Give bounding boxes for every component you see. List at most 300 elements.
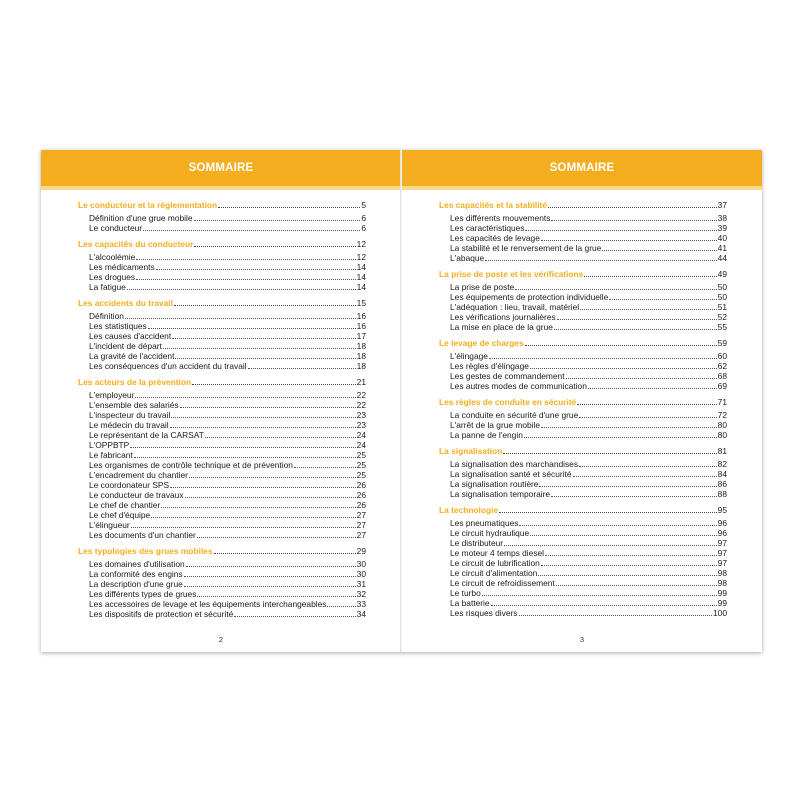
toc-entry-label: La conduite en sécurité d'une grue <box>450 410 579 420</box>
toc-entry-page: 25 <box>356 470 366 480</box>
section-heading <box>78 546 366 556</box>
section-heading-label: Le conducteur et la réglementation <box>78 200 218 210</box>
dot-leader <box>205 430 356 438</box>
toc-entry <box>439 253 727 263</box>
dot-leader <box>156 262 356 270</box>
toc-entry-label: Le distributeur <box>450 538 504 548</box>
toc-entry-label: La description d'une grue <box>89 579 183 589</box>
toc-entry <box>78 331 366 341</box>
toc-entry <box>439 302 727 312</box>
dot-leader <box>135 390 355 398</box>
toc-entry <box>439 558 727 568</box>
toc-entry-label: La signalisation des marchandises <box>450 459 579 469</box>
toc-entry-label: Les risques divers <box>450 608 518 618</box>
toc-entry <box>78 609 366 619</box>
toc-entry-label: Les drogues <box>89 272 136 282</box>
section-heading-page: 71 <box>717 397 727 407</box>
toc-entry <box>78 599 366 609</box>
toc-entry <box>439 410 727 420</box>
toc-entry-label: La prise de poste <box>450 282 515 292</box>
toc-entry <box>78 579 366 589</box>
toc-entry-page: 6 <box>361 213 366 223</box>
toc-entry <box>78 480 366 490</box>
toc-entry <box>439 518 727 528</box>
dot-leader <box>218 200 360 208</box>
toc-entry-label: La stabilité et le renversement de la grue <box>450 243 602 253</box>
toc-entry <box>78 213 366 223</box>
toc-entry-page: 51 <box>717 302 727 312</box>
toc-entry-page: 18 <box>356 351 366 361</box>
toc-entry-label: L'arrêt de la grue mobile <box>450 420 541 430</box>
toc-entry-page: 17 <box>356 331 366 341</box>
dot-leader <box>602 243 716 251</box>
toc-entry-page: 34 <box>356 609 366 619</box>
toc-entry-page: 18 <box>356 361 366 371</box>
dot-leader <box>485 253 716 261</box>
toc-entry-label: L'alcoolémie <box>89 252 136 262</box>
toc-entry <box>78 530 366 540</box>
toc-entry-label: Les accessoires de levage et les équipements interchangeables <box>89 599 327 609</box>
section-heading <box>439 397 727 407</box>
toc-entry-label: Les médicaments <box>89 262 155 272</box>
toc-entry-label: L'OPPBTP <box>89 440 130 450</box>
toc-entry-page: 86 <box>717 479 727 489</box>
toc-entry-page: 82 <box>717 459 727 469</box>
toc-entry <box>439 459 727 469</box>
dot-leader <box>148 321 356 329</box>
dot-leader <box>327 599 355 607</box>
toc-entry-label: L'élingueur <box>89 520 130 530</box>
dot-leader <box>171 410 355 418</box>
dot-leader <box>180 400 356 408</box>
toc-entry-label: La conformité des engins <box>89 569 183 579</box>
toc-entry-page: 98 <box>717 568 727 578</box>
dot-leader <box>186 559 356 567</box>
section-heading-label: Les typologies des grues mobiles <box>78 546 213 556</box>
toc-entry-page: 24 <box>356 440 366 450</box>
toc-entry <box>439 568 727 578</box>
toc-entry-label: La gravité de l'accident <box>89 351 175 361</box>
toc-entry-label: Les gestes de commandement <box>450 371 565 381</box>
dot-leader <box>573 469 717 477</box>
toc-entry-page: 97 <box>717 548 727 558</box>
toc-entry-label: Le conducteur de travaux <box>89 490 184 500</box>
toc-entry <box>78 341 366 351</box>
toc-entry-label: Les documents d'un chantier <box>89 530 196 540</box>
dot-leader <box>214 546 356 554</box>
toc-entry <box>78 361 366 371</box>
toc-entry-label: Les capacités de levage <box>450 233 540 243</box>
section-heading <box>439 200 727 210</box>
toc-entry <box>78 311 366 321</box>
dot-leader <box>519 518 716 526</box>
toc-entry <box>439 233 727 243</box>
toc-entry-page: 52 <box>717 312 727 322</box>
dot-leader <box>499 505 717 513</box>
dot-leader <box>127 282 356 290</box>
toc-entry <box>78 351 366 361</box>
toc-entry-label: Le chef d'équipe <box>89 510 151 520</box>
dot-leader <box>136 272 356 280</box>
toc-entry <box>439 608 727 618</box>
table-of-contents <box>439 200 727 624</box>
toc-entry <box>78 440 366 450</box>
dot-leader <box>248 361 356 369</box>
toc-entry-page: 98 <box>717 578 727 588</box>
page-number: 3 <box>579 635 585 644</box>
dot-leader <box>125 311 356 319</box>
toc-entry-page: 14 <box>356 272 366 282</box>
dot-leader <box>545 548 717 556</box>
toc-entry <box>78 390 366 400</box>
section-heading <box>78 200 366 210</box>
dot-leader <box>151 510 355 518</box>
toc-entry-label: Les différents mouvements <box>450 213 551 223</box>
toc-entry <box>439 381 727 391</box>
dot-leader <box>579 410 716 418</box>
section-heading-label: Les règles de conduite en sécurité <box>439 397 577 407</box>
toc-entry <box>78 400 366 410</box>
dot-leader <box>184 579 356 587</box>
section-heading-label: Le levage de charges <box>439 338 524 348</box>
dot-leader <box>525 223 716 231</box>
toc-entry-page: 50 <box>717 282 727 292</box>
toc-entry-page: 25 <box>356 450 366 460</box>
toc-entry-page: 72 <box>717 410 727 420</box>
toc-entry <box>78 410 366 420</box>
toc-entry <box>78 569 366 579</box>
toc-entry <box>78 282 366 292</box>
toc-entry <box>439 223 727 233</box>
toc-entry <box>78 252 366 262</box>
dot-leader <box>130 440 355 448</box>
page-number: 2 <box>218 635 224 644</box>
toc-section <box>439 269 727 332</box>
page-banner: SOMMAIRE <box>41 150 401 186</box>
dot-leader <box>504 538 717 546</box>
toc-entry <box>439 528 727 538</box>
toc-entry-label: L'abaque <box>450 253 485 263</box>
toc-entry <box>78 510 366 520</box>
toc-entry-label: La fatigue <box>89 282 126 292</box>
toc-entry-label: Le coordonateur SPS <box>89 480 170 490</box>
dot-leader <box>163 341 356 349</box>
dot-leader <box>189 470 356 478</box>
toc-entry-label: La mise en place de la grue <box>450 322 553 332</box>
section-heading-page: 12 <box>356 239 366 249</box>
toc-entry-page: 31 <box>356 579 366 589</box>
dot-leader <box>541 233 717 241</box>
dot-leader <box>294 460 356 468</box>
dot-leader <box>579 459 717 467</box>
toc-entry-page: 12 <box>356 252 366 262</box>
dot-leader <box>554 322 717 330</box>
toc-entry-label: La panne de l'engin <box>450 430 523 440</box>
toc-entry-page: 68 <box>717 371 727 381</box>
dot-leader <box>170 480 356 488</box>
toc-entry <box>78 559 366 569</box>
dot-leader <box>194 239 355 247</box>
section-heading <box>78 239 366 249</box>
section-heading-label: Les acteurs de la prévention <box>78 377 192 387</box>
left-page <box>41 150 401 652</box>
toc-section <box>439 200 727 263</box>
toc-entry-label: Le représentant de la CARSAT <box>89 430 204 440</box>
toc-entry-label: Le circuit de lubrification <box>450 558 540 568</box>
toc-entry-page: 96 <box>717 528 727 538</box>
dot-leader <box>541 420 717 428</box>
toc-entry-page: 23 <box>356 410 366 420</box>
section-heading <box>439 505 727 515</box>
toc-entry <box>439 361 727 371</box>
dot-leader <box>143 223 360 231</box>
toc-entry <box>439 479 727 489</box>
toc-entry-label: Définition <box>89 311 124 321</box>
banner-stripe <box>402 186 762 190</box>
toc-entry-label: Le conducteur <box>89 223 143 233</box>
dot-leader <box>557 312 717 320</box>
section-heading <box>78 298 366 308</box>
toc-entry-page: 14 <box>356 262 366 272</box>
dot-leader <box>588 381 717 389</box>
toc-entry-label: L'inspecteur du travail <box>89 410 171 420</box>
toc-entry-label: Les équipements de protection individuelle <box>450 292 609 302</box>
toc-entry <box>78 450 366 460</box>
toc-entry-label: La signalisation temporaire <box>450 489 551 499</box>
toc-entry-page: 30 <box>356 559 366 569</box>
toc-section <box>439 505 727 618</box>
toc-entry-page: 27 <box>356 530 366 540</box>
section-heading-page: 5 <box>361 200 366 210</box>
section-heading-page: 81 <box>717 446 727 456</box>
toc-entry-label: Le moteur 4 temps diesel <box>450 548 545 558</box>
toc-section <box>439 338 727 391</box>
toc-entry-page: 16 <box>356 311 366 321</box>
toc-entry-label: Les organismes de contrôle technique et de prévention <box>89 460 293 470</box>
toc-entry-page: 39 <box>717 223 727 233</box>
dot-leader <box>197 589 355 597</box>
toc-entry-page: 40 <box>717 233 727 243</box>
toc-entry <box>439 322 727 332</box>
dot-leader <box>170 420 356 428</box>
toc-entry-label: Les règles d'élingage <box>450 361 529 371</box>
toc-entry-label: L'encadrement du chantier <box>89 470 188 480</box>
dot-leader <box>539 479 716 487</box>
dot-leader <box>524 430 717 438</box>
toc-entry <box>78 321 366 331</box>
toc-entry <box>439 598 727 608</box>
section-heading <box>78 377 366 387</box>
toc-entry <box>78 470 366 480</box>
toc-entry-page: 25 <box>356 460 366 470</box>
toc-entry <box>78 490 366 500</box>
dot-leader <box>491 598 717 606</box>
toc-entry-page: 27 <box>356 510 366 520</box>
dot-leader <box>548 200 717 208</box>
toc-entry-label: Les vérifications journalières <box>450 312 556 322</box>
dot-leader <box>551 213 716 221</box>
toc-entry <box>78 223 366 233</box>
dot-leader <box>538 568 716 576</box>
toc-entry <box>439 469 727 479</box>
toc-entry-page: 30 <box>356 569 366 579</box>
dot-leader <box>234 609 355 617</box>
toc-entry-page: 50 <box>717 292 727 302</box>
toc-entry-page: 23 <box>356 420 366 430</box>
toc-entry <box>439 312 727 322</box>
toc-entry-page: 44 <box>717 253 727 263</box>
toc-entry-label: La batterie <box>450 598 490 608</box>
toc-entry <box>439 548 727 558</box>
toc-entry-page: 16 <box>356 321 366 331</box>
toc-entry-page: 26 <box>356 500 366 510</box>
toc-entry-label: Les causes d'accident <box>89 331 172 341</box>
toc-entry-page: 97 <box>717 538 727 548</box>
toc-entry-label: L'incident de départ <box>89 341 162 351</box>
section-heading-label: La signalisation <box>439 446 503 456</box>
toc-entry-label: Le chef de chantier <box>89 500 161 510</box>
toc-entry <box>78 500 366 510</box>
section-heading-page: 15 <box>356 298 366 308</box>
booklet-spread <box>41 150 762 652</box>
toc-entry-label: Les domaines d'utilisation <box>89 559 185 569</box>
toc-entry <box>439 538 727 548</box>
dot-leader <box>503 446 716 454</box>
section-heading-label: Les capacités du conducteur <box>78 239 194 249</box>
toc-entry-page: 84 <box>717 469 727 479</box>
toc-entry-label: Les caractéristiques <box>450 223 525 233</box>
toc-section <box>439 446 727 499</box>
dot-leader <box>519 608 713 616</box>
section-heading <box>439 338 727 348</box>
toc-entry <box>78 262 366 272</box>
toc-entry <box>439 351 727 361</box>
toc-entry-label: L'élingage <box>450 351 488 361</box>
toc-entry-label: La signalisation santé et sécurité <box>450 469 572 479</box>
dot-leader <box>609 292 716 300</box>
toc-entry <box>78 272 366 282</box>
section-heading-label: La prise de poste et les vérifications <box>439 269 584 279</box>
toc-entry-page: 99 <box>717 588 727 598</box>
dot-leader <box>515 282 716 290</box>
dot-leader <box>566 371 717 379</box>
toc-entry-label: Les conséquences d'un accident du travail <box>89 361 247 371</box>
table-of-contents <box>78 200 366 625</box>
toc-entry-label: Les autres modes de communication <box>450 381 587 391</box>
banner-stripe <box>41 186 401 190</box>
toc-entry-page: 99 <box>717 598 727 608</box>
toc-entry <box>439 430 727 440</box>
toc-entry-page: 26 <box>356 490 366 500</box>
toc-entry <box>78 430 366 440</box>
section-heading-label: La technologie <box>439 505 499 515</box>
toc-entry <box>439 213 727 223</box>
dot-leader <box>131 520 356 528</box>
dot-leader <box>197 530 356 538</box>
dot-leader <box>194 213 361 221</box>
toc-entry-page: 80 <box>717 420 727 430</box>
toc-entry-page: 22 <box>356 390 366 400</box>
section-heading-page: 59 <box>717 338 727 348</box>
toc-entry-label: Le circuit d'alimentation <box>450 568 538 578</box>
toc-entry-label: Les pneumatiques <box>450 518 519 528</box>
toc-entry-label: Le circuit hydraulique <box>450 528 530 538</box>
section-heading <box>439 269 727 279</box>
toc-entry <box>78 589 366 599</box>
toc-entry-page: 32 <box>356 589 366 599</box>
dot-leader <box>556 578 717 586</box>
toc-entry-page: 26 <box>356 480 366 490</box>
toc-entry <box>439 292 727 302</box>
toc-entry-label: Les statistiques <box>89 321 147 331</box>
toc-entry <box>439 489 727 499</box>
toc-entry-page: 27 <box>356 520 366 530</box>
toc-entry-page: 38 <box>717 213 727 223</box>
toc-entry-page: 100 <box>713 608 727 618</box>
toc-entry-label: Le fabricant <box>89 450 133 460</box>
toc-entry-label: Le turbo <box>450 588 481 598</box>
section-heading-page: 21 <box>356 377 366 387</box>
toc-entry <box>439 588 727 598</box>
toc-entry <box>78 460 366 470</box>
dot-leader <box>525 338 717 346</box>
toc-section <box>78 298 366 371</box>
toc-entry-page: 62 <box>717 361 727 371</box>
toc-entry-label: L'ensemble des salariés <box>89 400 179 410</box>
section-heading-page: 95 <box>717 505 727 515</box>
toc-entry-label: Définition d'une grue mobile <box>89 213 193 223</box>
dot-leader <box>192 377 356 385</box>
dot-leader <box>580 302 717 310</box>
section-heading-page: 49 <box>717 269 727 279</box>
dot-leader <box>175 351 355 359</box>
toc-entry <box>78 520 366 530</box>
toc-entry-label: La signalisation routière <box>450 479 539 489</box>
dot-leader <box>551 489 717 497</box>
dot-leader <box>172 331 356 339</box>
dot-leader <box>184 569 356 577</box>
toc-section <box>78 239 366 292</box>
toc-section <box>78 200 366 233</box>
section-heading-label: Les accidents du travail <box>78 298 173 308</box>
dot-leader <box>161 500 355 508</box>
right-page <box>402 150 762 652</box>
page-banner: SOMMAIRE <box>402 150 762 186</box>
toc-entry-page: 60 <box>717 351 727 361</box>
toc-entry <box>439 371 727 381</box>
toc-entry-page: 55 <box>717 322 727 332</box>
toc-entry-page: 88 <box>717 489 727 499</box>
dot-leader <box>482 588 717 596</box>
section-heading-label: Les capacités et la stabilité <box>439 200 547 210</box>
dot-leader <box>489 351 717 359</box>
toc-entry <box>439 243 727 253</box>
toc-entry-label: L'adéquation : lieu, travail, matériel <box>450 302 580 312</box>
toc-entry-page: 18 <box>356 341 366 351</box>
section-heading-page: 29 <box>356 546 366 556</box>
toc-entry-page: 22 <box>356 400 366 410</box>
toc-entry-label: Les différents types de grues <box>89 589 197 599</box>
toc-entry-page: 6 <box>361 223 366 233</box>
dot-leader <box>136 252 355 260</box>
section-heading-page: 37 <box>717 200 727 210</box>
dot-leader <box>530 528 717 536</box>
toc-entry-page: 41 <box>717 243 727 253</box>
toc-entry-label: L'employeur <box>89 390 135 400</box>
dot-leader <box>530 361 717 369</box>
dot-leader <box>134 450 356 458</box>
toc-entry <box>439 420 727 430</box>
